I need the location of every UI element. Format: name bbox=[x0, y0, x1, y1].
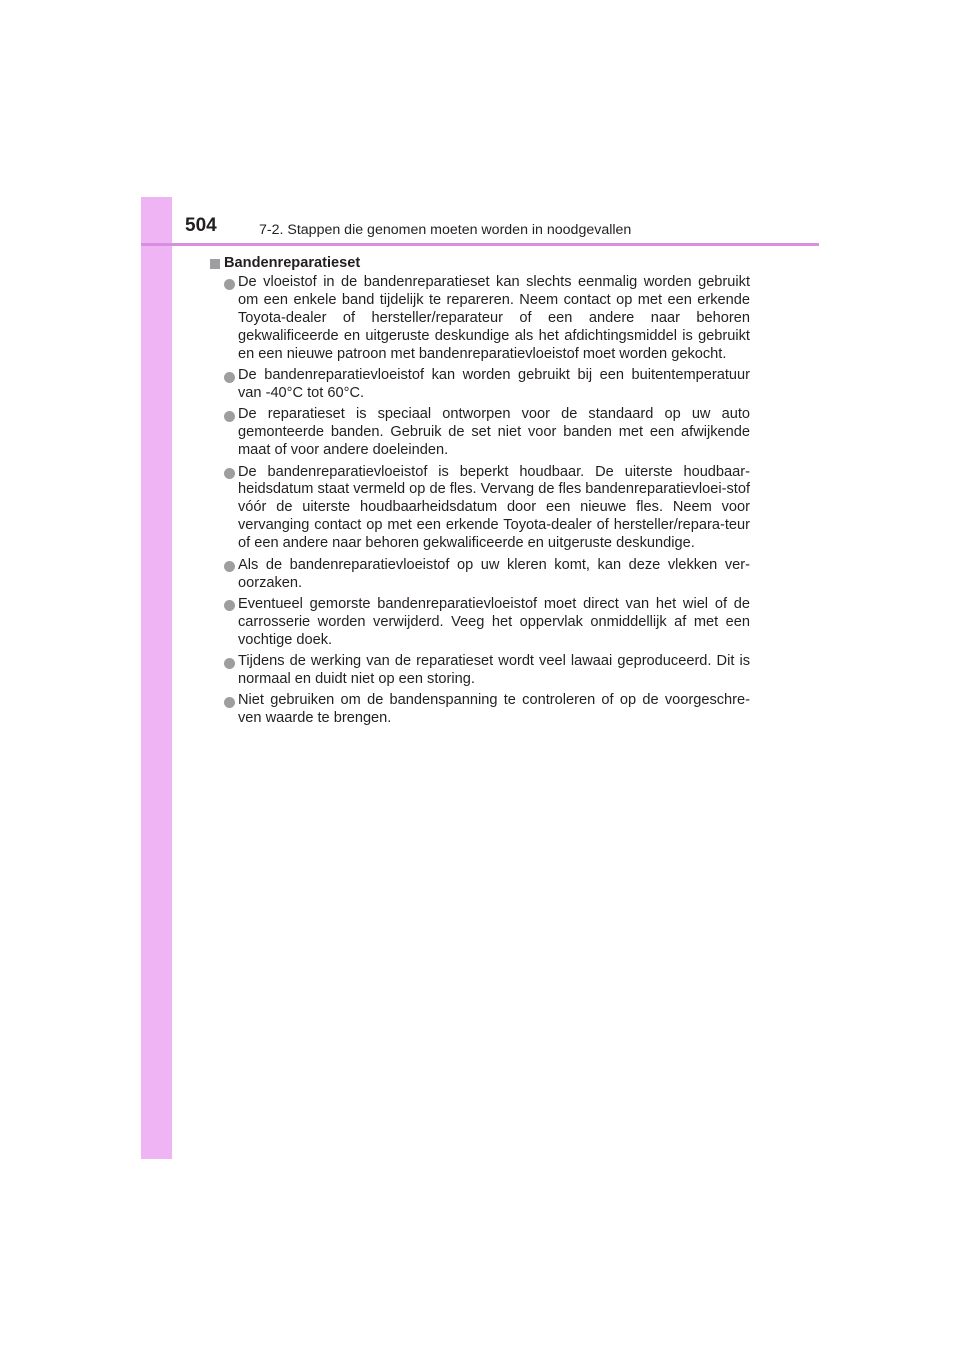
list-item-text: De bandenreparatievloeistof is beperkt houdbaar. De uiterste houdbaar-heidsdatum staat vermeld op de fles. Vervang de fles bandenreparatievloei-stof vóór de uiterste houdbaarheidsdatum door een nieuwe fles. Neem voor vervanging contact op met een erkende Toyota-dealer of hersteller/repara-teur of een andere naar behoren gekwalificeerde en uitgeruste deskundige. bbox=[238, 463, 750, 552]
list-item bbox=[210, 367, 750, 403]
content-area bbox=[210, 254, 750, 732]
circle-bullet-icon bbox=[224, 468, 235, 479]
list-item bbox=[210, 653, 750, 689]
page-number: 504 bbox=[185, 215, 217, 236]
list-item bbox=[210, 557, 750, 593]
circle-bullet-icon bbox=[224, 600, 235, 611]
list-item-text: De bandenreparatievloeistof kan worden gebruikt bij een buitentemperatuur van -40°C tot 60°C. bbox=[238, 367, 750, 401]
chapter-title: 7-2. Stappen die genomen moeten worden in noodgevallen bbox=[259, 222, 632, 238]
list-item bbox=[210, 692, 750, 728]
circle-bullet-icon bbox=[224, 658, 235, 669]
section-heading-text: Bandenreparatieset bbox=[224, 255, 361, 271]
list-item-text: Als de bandenreparatievloeistof op uw kleren komt, kan deze vlekken ver-oorzaken. bbox=[238, 556, 750, 591]
circle-bullet-icon bbox=[224, 561, 235, 572]
list-item-text: De vloeistof in de bandenreparatieset kan slechts eenmalig worden gebruikt om een enkele band tijdelijk te repareren. Neem contact op met een erkende Toyota-dealer of hersteller/reparateur of een andere naar behoren gekwalificeerde en uitgeruste deskundige als het afdichtingsmiddel is gebruikt en een nieuwe patroon met bandenreparatievloeistof moet worden gekocht. bbox=[238, 274, 750, 362]
list-item-text: Tijdens de werking van de reparatieset wordt veel lawaai geproduceerd. Dit is normaal en duidt niet op een storing. bbox=[238, 653, 750, 688]
list-item-text: De reparatieset is speciaal ontworpen voor de standaard op uw auto gemonteerde banden. Gebruik de set niet voor banden met een afwijkende maat of voor andere doeleinden. bbox=[238, 406, 750, 459]
circle-bullet-icon bbox=[224, 697, 235, 708]
circle-bullet-icon bbox=[224, 279, 235, 290]
section-heading bbox=[210, 254, 750, 273]
list-item bbox=[210, 596, 750, 650]
list-item-text: Niet gebruiken om de bandenspanning te controleren of op de voorgeschre-ven waarde te brengen. bbox=[238, 692, 750, 727]
list-item bbox=[210, 406, 750, 460]
circle-bullet-icon bbox=[224, 372, 235, 383]
list-item bbox=[210, 464, 750, 554]
square-bullet-icon bbox=[210, 259, 220, 269]
chapter-side-band bbox=[141, 197, 172, 1159]
list-item bbox=[210, 274, 750, 364]
list-item-text: Eventueel gemorste bandenreparatievloeistof moet direct van het wiel of de carrosserie worden verwijderd. Veeg het oppervlak onmiddellijk af met een vochtige doek. bbox=[238, 595, 750, 648]
circle-bullet-icon bbox=[224, 411, 235, 422]
bullet-list bbox=[210, 274, 750, 728]
header-rule bbox=[141, 243, 819, 246]
